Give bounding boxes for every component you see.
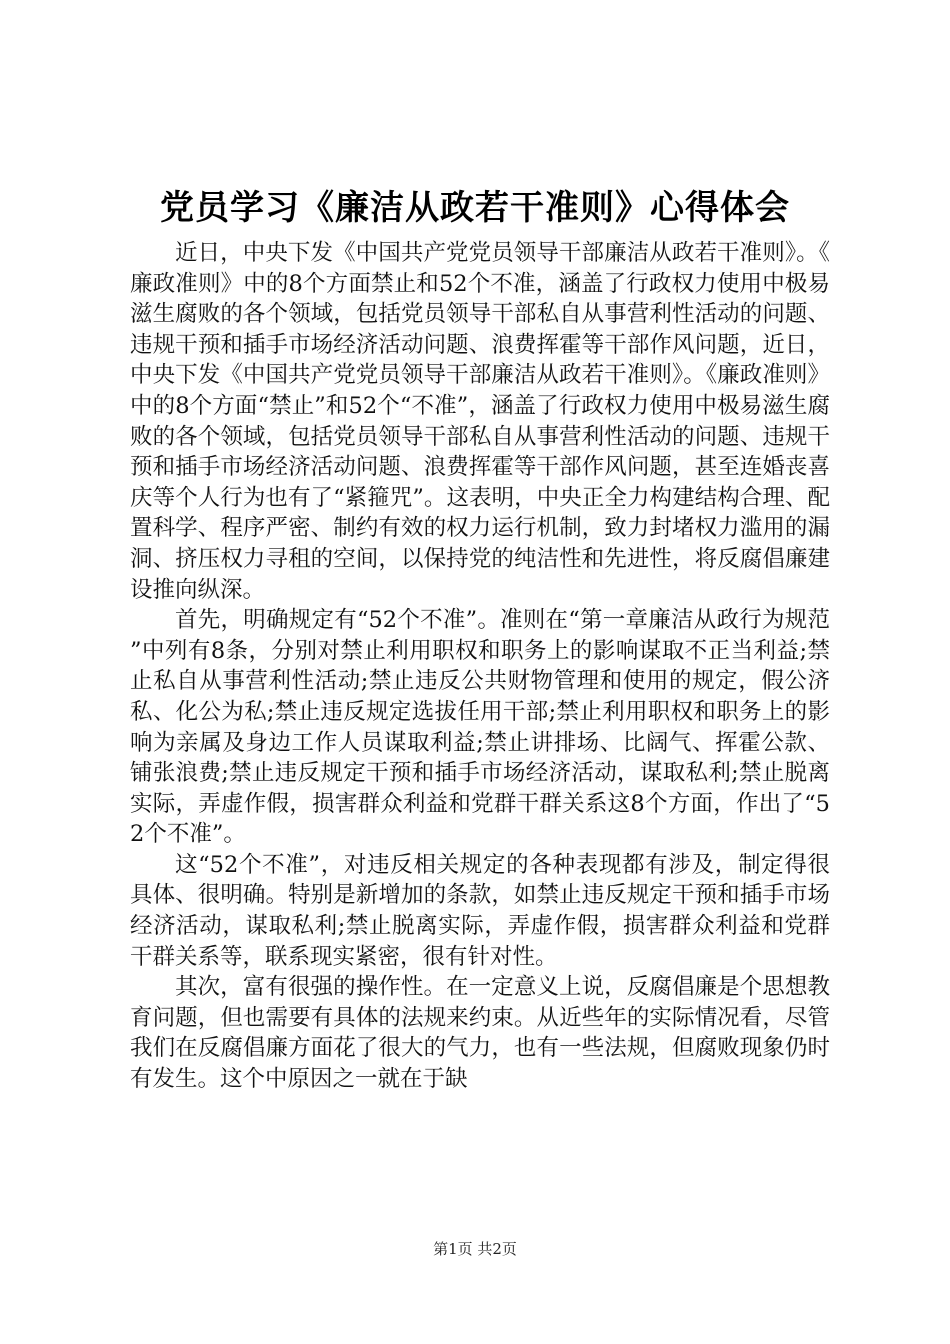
paragraph-2: 首先，明确规定有“52个不准”。准则在“第一章廉洁从政行为规范”中列有8条，分别对禁止利用职权和职务上的影响谋取不正当利益;禁止私自从事营利性活动;禁止违反公共财物管理和使用的规定，假公济私、化公为私;禁止违反规定选拔任用干部;禁止利用职权和职务上的影响为亲属及身边工作人员谋取利益;禁止讲排场、比阔气、挥霍公款、铺张浪费;禁止违反规定干预和插手市场经济活动，谋取私利;禁止脱离实际，弄虚作假，损害群众利益和党群干群关系这8个方面，作出了“52个不准”。 — [130, 607, 830, 848]
document-title: 党员学习《廉洁从政若干准则》心得体会 — [160, 188, 790, 228]
paragraph-1: 近日，中央下发《中国共产党党员领导干部廉洁从政若干准则》。《廉政准则》中的8个方面禁止和52个不准，涵盖了行政权力使用中极易滋生腐败的各个领域，包括党员领导干部私自从事营利性活动的问题、违规干预和插手市场经济活动问题、浪费挥霍等干部作风问题，近日，中央下发《中国共产党党员领导干部廉洁从政若干准则》。《廉政准则》中的8个方面“禁止”和52个“不准”，涵盖了行政权力使用中极易滋生腐败的各个领域，包括党员领导干部私自从事营利性活动的问题、违规干预和插手市场经济活动问题、浪费挥霍等干部作风问题，甚至连婚丧喜庆等个人行为也有了“紧箍咒”。这表明，中央正全力构建结构合理、配置科学、程序严密、制约有效的权力运行机制，致力封堵权力滥用的漏洞、挤压权力寻租的空间，以保持党的纯洁性和先进性，将反腐倡廉建设推向纵深。 — [130, 240, 830, 603]
paragraph-3: 这“52个不准”，对违反相关规定的各种表现都有涉及，制定得很具体、很明确。特别是新增加的条款，如禁止违反规定干预和插手市场经济活动，谋取私利;禁止脱离实际，弄虚作假，损害群众利益和党群干群关系等，联系现实紧密，很有针对性。 — [130, 851, 830, 970]
document-body — [130, 238, 830, 1095]
paragraph-4: 其次，富有很强的操作性。在一定意义上说，反腐倡廉是个思想教育问题，但也需要有具体的法规来约束。从近些年的实际情况看，尽管我们在反腐倡廉方面花了很大的气力，也有一些法规，但腐败现象仍时有发生。这个中原因之一就在于缺 — [130, 974, 830, 1093]
page-footer: 第1页 共2页 — [433, 1240, 517, 1258]
